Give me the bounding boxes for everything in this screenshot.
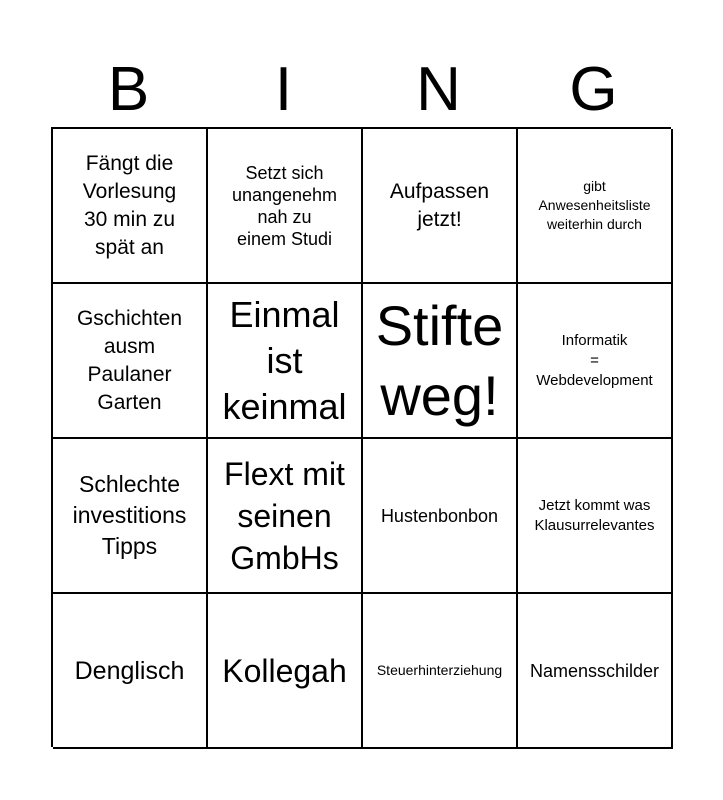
bingo-cell[interactable] <box>363 594 518 749</box>
header-letter-i: I <box>274 55 293 124</box>
bingo-cell[interactable] <box>208 129 363 284</box>
cell-text: Jetzt kommt was Klausurrelevantes <box>534 496 655 534</box>
cell-text: Hustenbonbon <box>380 505 499 526</box>
cell-text: Flext mit seinen GmbHs <box>224 455 345 576</box>
bingo-cell[interactable] <box>208 439 363 594</box>
bingo-cell[interactable] <box>53 284 208 439</box>
cell-text: Kollegah <box>222 652 347 689</box>
cell-text: gibt Anwesenheitsliste weiterhin durch <box>538 178 651 232</box>
bingo-cell[interactable] <box>53 594 208 749</box>
cell-text: Einmal ist keinmal <box>222 293 347 427</box>
bingo-cell[interactable] <box>363 439 518 594</box>
header-letter-n: N <box>416 55 461 124</box>
bingo-board <box>51 127 671 747</box>
bingo-cell[interactable] <box>518 439 673 594</box>
bingo-header <box>51 52 671 128</box>
cell-text: Denglisch <box>74 656 185 685</box>
bingo-cell[interactable] <box>53 129 208 284</box>
bingo-cell[interactable] <box>363 284 518 439</box>
cell-text: Stifte weg! <box>375 293 504 427</box>
bingo-cell[interactable] <box>208 594 363 749</box>
cell-text: Steuerhinterziehung <box>376 662 503 678</box>
cell-text: Aufpassen jetzt! <box>389 179 490 231</box>
bingo-cell[interactable] <box>518 594 673 749</box>
bingo-cell[interactable] <box>53 439 208 594</box>
header-letter-g: G <box>569 55 618 124</box>
cell-text: Gschichten ausm Paulaner Garten <box>76 306 183 414</box>
cell-text: Fängt die Vorlesung 30 min zu spät an <box>82 151 177 259</box>
header-letter-b: B <box>107 55 150 124</box>
cell-text: Namensschilder <box>529 660 660 681</box>
cell-text: Informatik = Webdevelopment <box>536 331 653 389</box>
bingo-cell[interactable] <box>518 129 673 284</box>
cell-text: Setzt sich unangenehm nah zu einem Studi <box>231 162 338 249</box>
bingo-cell[interactable] <box>208 284 363 439</box>
bingo-cell[interactable] <box>363 129 518 284</box>
bingo-cell[interactable] <box>518 284 673 439</box>
cell-text: Schlechte investitions Tipps <box>72 471 187 559</box>
